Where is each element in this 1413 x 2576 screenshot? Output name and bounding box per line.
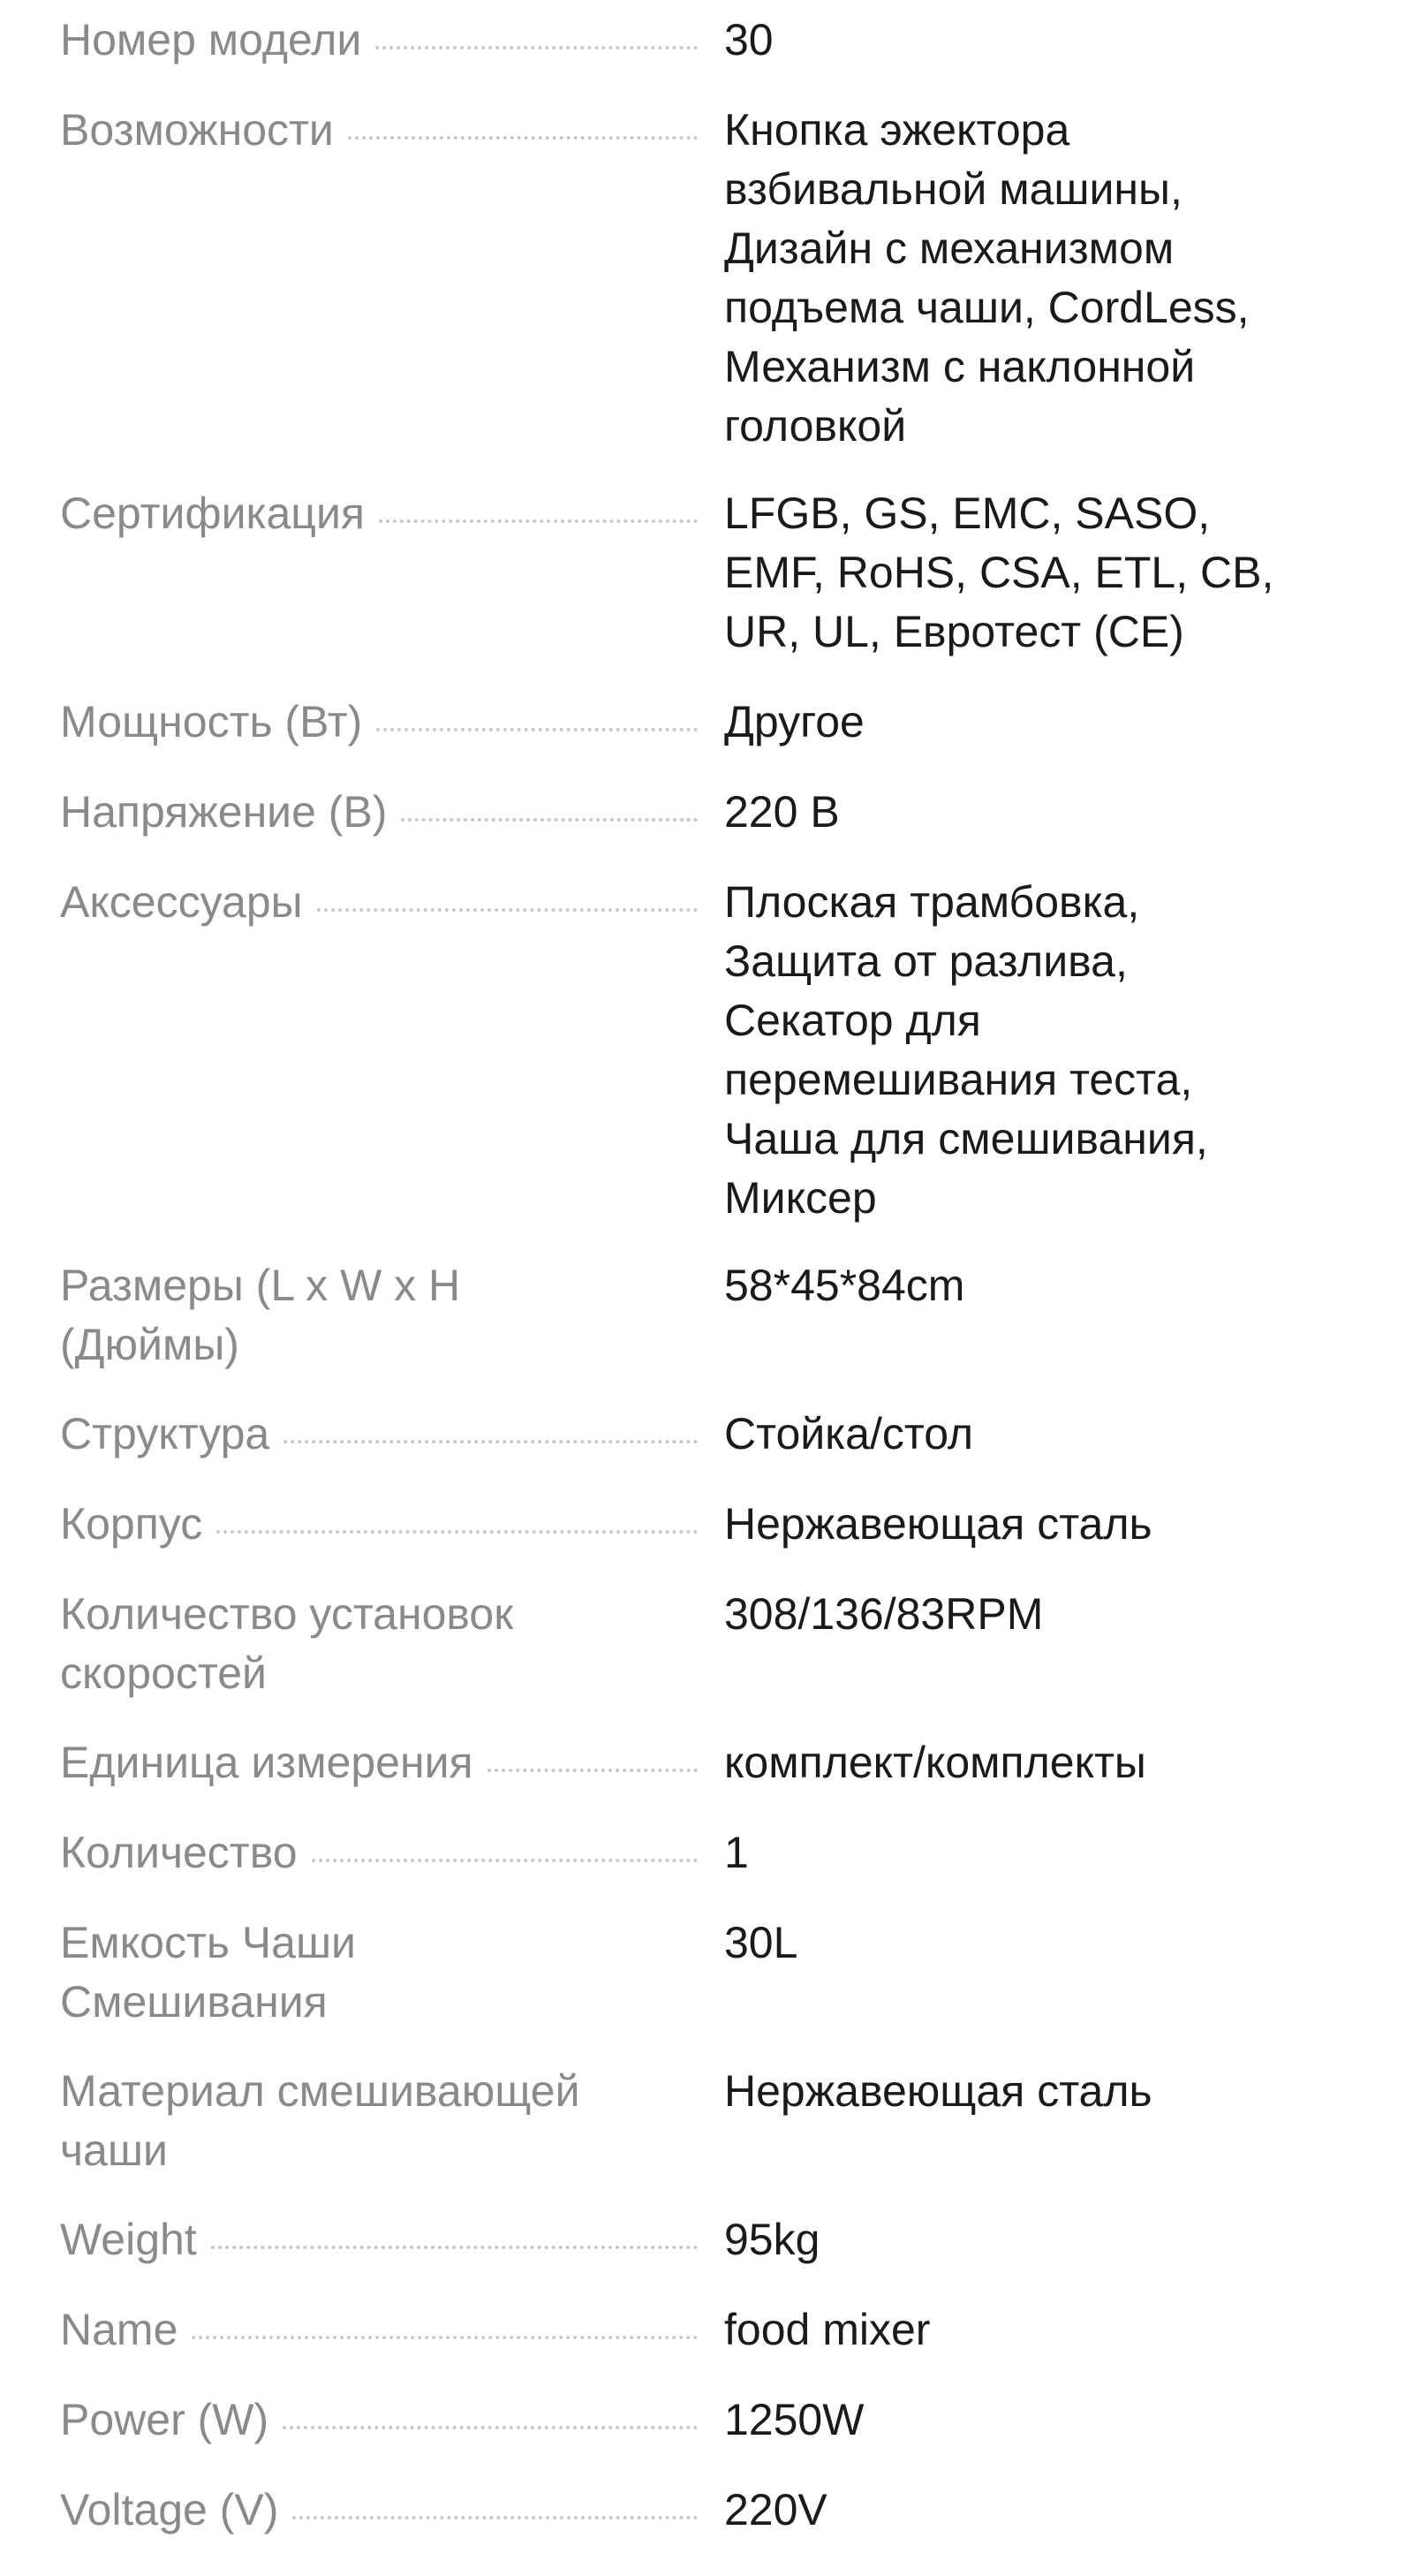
spec-value [714, 2390, 1367, 2450]
dotted-leader [376, 724, 698, 731]
spec-label-line: Размеры (L x W x H [60, 1261, 461, 1310]
spec-row [60, 484, 1367, 662]
dotted-leader [317, 905, 698, 912]
spec-label [60, 1405, 714, 1464]
spec-value [714, 2062, 1367, 2121]
spec-label [60, 2481, 714, 2540]
spec-value-line: 95kg [724, 2215, 820, 2264]
spec-value-line: food mixer [724, 2305, 931, 2354]
dotted-leader [375, 42, 698, 49]
spec-row [60, 873, 1367, 1228]
spec-label-text: Количество [60, 1828, 298, 1877]
spec-value [714, 1495, 1367, 1554]
spec-value [714, 1733, 1367, 1792]
dotted-leader [312, 1855, 698, 1862]
spec-value [714, 101, 1367, 456]
spec-label-text: Power (W) [60, 2395, 269, 2444]
spec-label-text: Структура [60, 1409, 270, 1458]
spec-row [60, 1733, 1367, 1792]
spec-label-line: Емкость Чаши [60, 1918, 356, 1967]
spec-label [60, 693, 714, 752]
spec-value-line: 58*45*84cm [724, 1261, 965, 1310]
spec-label-line: скоростей [60, 1648, 267, 1698]
spec-row [60, 1585, 1367, 1703]
spec-row [60, 693, 1367, 752]
spec-label [60, 783, 714, 842]
spec-row [60, 2210, 1367, 2269]
dotted-leader [283, 2422, 698, 2429]
spec-label [60, 11, 714, 70]
spec-value-line: 308/136/83RPM [724, 1589, 1044, 1639]
spec-value-line: Защита от разлива, [724, 936, 1128, 986]
spec-label-text: Сертификация [60, 489, 365, 538]
spec-value [714, 1585, 1367, 1644]
dotted-leader [192, 2332, 698, 2339]
spec-label [60, 873, 714, 932]
spec-value [714, 2210, 1367, 2269]
spec-label [60, 101, 714, 160]
spec-value-line: 30L [724, 1918, 798, 1967]
spec-row [60, 2300, 1367, 2360]
spec-value [714, 11, 1367, 70]
dotted-leader [379, 516, 698, 523]
spec-value [714, 2481, 1367, 2540]
spec-value-line: комплект/комплекты [724, 1738, 1146, 1787]
spec-value [714, 1405, 1367, 1464]
spec-value [714, 873, 1367, 1228]
spec-value-line: Секатор для [724, 996, 981, 1045]
spec-value-line: 30 [724, 15, 774, 64]
spec-value-line: Кнопка эжектора [724, 105, 1070, 155]
dotted-leader [211, 2242, 698, 2249]
spec-label-text: Voltage (V) [60, 2485, 279, 2534]
spec-row [60, 2481, 1367, 2540]
spec-label [60, 2062, 714, 2180]
spec-value-line: Нержавеющая сталь [724, 2066, 1152, 2116]
spec-value-line: Нержавеющая сталь [724, 1499, 1152, 1549]
spec-value-line: Другое [724, 697, 865, 746]
dotted-leader [401, 814, 698, 822]
spec-value [714, 1823, 1367, 1883]
spec-label-text: Аксессуары [60, 877, 303, 927]
spec-value-line: 1250W [724, 2395, 865, 2444]
spec-row [60, 783, 1367, 842]
spec-label [60, 2390, 714, 2450]
dotted-leader [292, 2512, 698, 2519]
spec-label [60, 1823, 714, 1883]
dotted-leader [348, 133, 698, 140]
spec-label [60, 484, 714, 543]
spec-value-line: Плоская трамбовка, [724, 877, 1140, 927]
spec-value-line: Стойка/стол [724, 1409, 974, 1458]
spec-value [714, 2300, 1367, 2360]
spec-label-text: Weight [60, 2215, 197, 2264]
spec-value-line: 220V [724, 2485, 827, 2534]
spec-value-line: Миксер [724, 1173, 877, 1223]
spec-row [60, 11, 1367, 70]
spec-row [60, 1495, 1367, 1554]
spec-label [60, 1913, 714, 2032]
spec-label-line: Количество установок [60, 1589, 514, 1639]
spec-row [60, 2390, 1367, 2450]
spec-label-text: Возможности [60, 105, 334, 155]
spec-value [714, 693, 1367, 752]
dotted-leader [487, 1765, 698, 1772]
spec-label-text: Мощность (Вт) [60, 697, 363, 746]
spec-row [60, 1256, 1367, 1375]
spec-value-line: UR, UL, Евротест (CE) [724, 607, 1184, 656]
spec-value [714, 1913, 1367, 1973]
spec-label-text: Номер модели [60, 15, 362, 64]
spec-row [60, 101, 1367, 456]
spec-value-line: EMF, RoHS, CSA, ETL, CB, [724, 548, 1274, 597]
spec-value-line: Чаша для смешивания, [724, 1114, 1208, 1163]
spec-label-line: Материал смешивающей [60, 2066, 580, 2116]
spec-value [714, 484, 1367, 662]
spec-value-line: 1 [724, 1828, 749, 1877]
spec-row [60, 2062, 1367, 2180]
spec-value-line: Механизм с наклонной [724, 342, 1196, 391]
spec-row [60, 1823, 1367, 1883]
spec-label-text: Напряжение (В) [60, 787, 388, 837]
spec-row [60, 1405, 1367, 1464]
spec-value-line: перемешивания теста, [724, 1055, 1193, 1104]
spec-label [60, 1733, 714, 1792]
spec-value [714, 1256, 1367, 1315]
spec-label-line: (Дюймы) [60, 1320, 239, 1369]
spec-value-line: Дизайн с механизмом [724, 224, 1175, 273]
dotted-leader [283, 1436, 698, 1443]
spec-value-line: головкой [724, 401, 907, 451]
spec-label-line: Смешивания [60, 1977, 328, 2027]
spec-value-line: подъема чаши, CordLess, [724, 283, 1250, 332]
spec-label-text: Name [60, 2305, 178, 2354]
spec-label [60, 1585, 714, 1703]
spec-label-text: Корпус [60, 1499, 203, 1549]
spec-value-line: взбивальной машины, [724, 164, 1183, 214]
spec-label-line: чаши [60, 2125, 168, 2175]
spec-row [60, 1913, 1367, 2032]
spec-label [60, 2300, 714, 2360]
spec-value-line: 220 В [724, 787, 840, 837]
spec-label [60, 1495, 714, 1554]
spec-label [60, 1256, 714, 1375]
spec-value [714, 783, 1367, 842]
spec-label [60, 2210, 714, 2269]
dotted-leader [216, 1527, 698, 1534]
spec-label-text: Единица измерения [60, 1738, 473, 1787]
spec-value-line: LFGB, GS, EMC, SASO, [724, 489, 1211, 538]
